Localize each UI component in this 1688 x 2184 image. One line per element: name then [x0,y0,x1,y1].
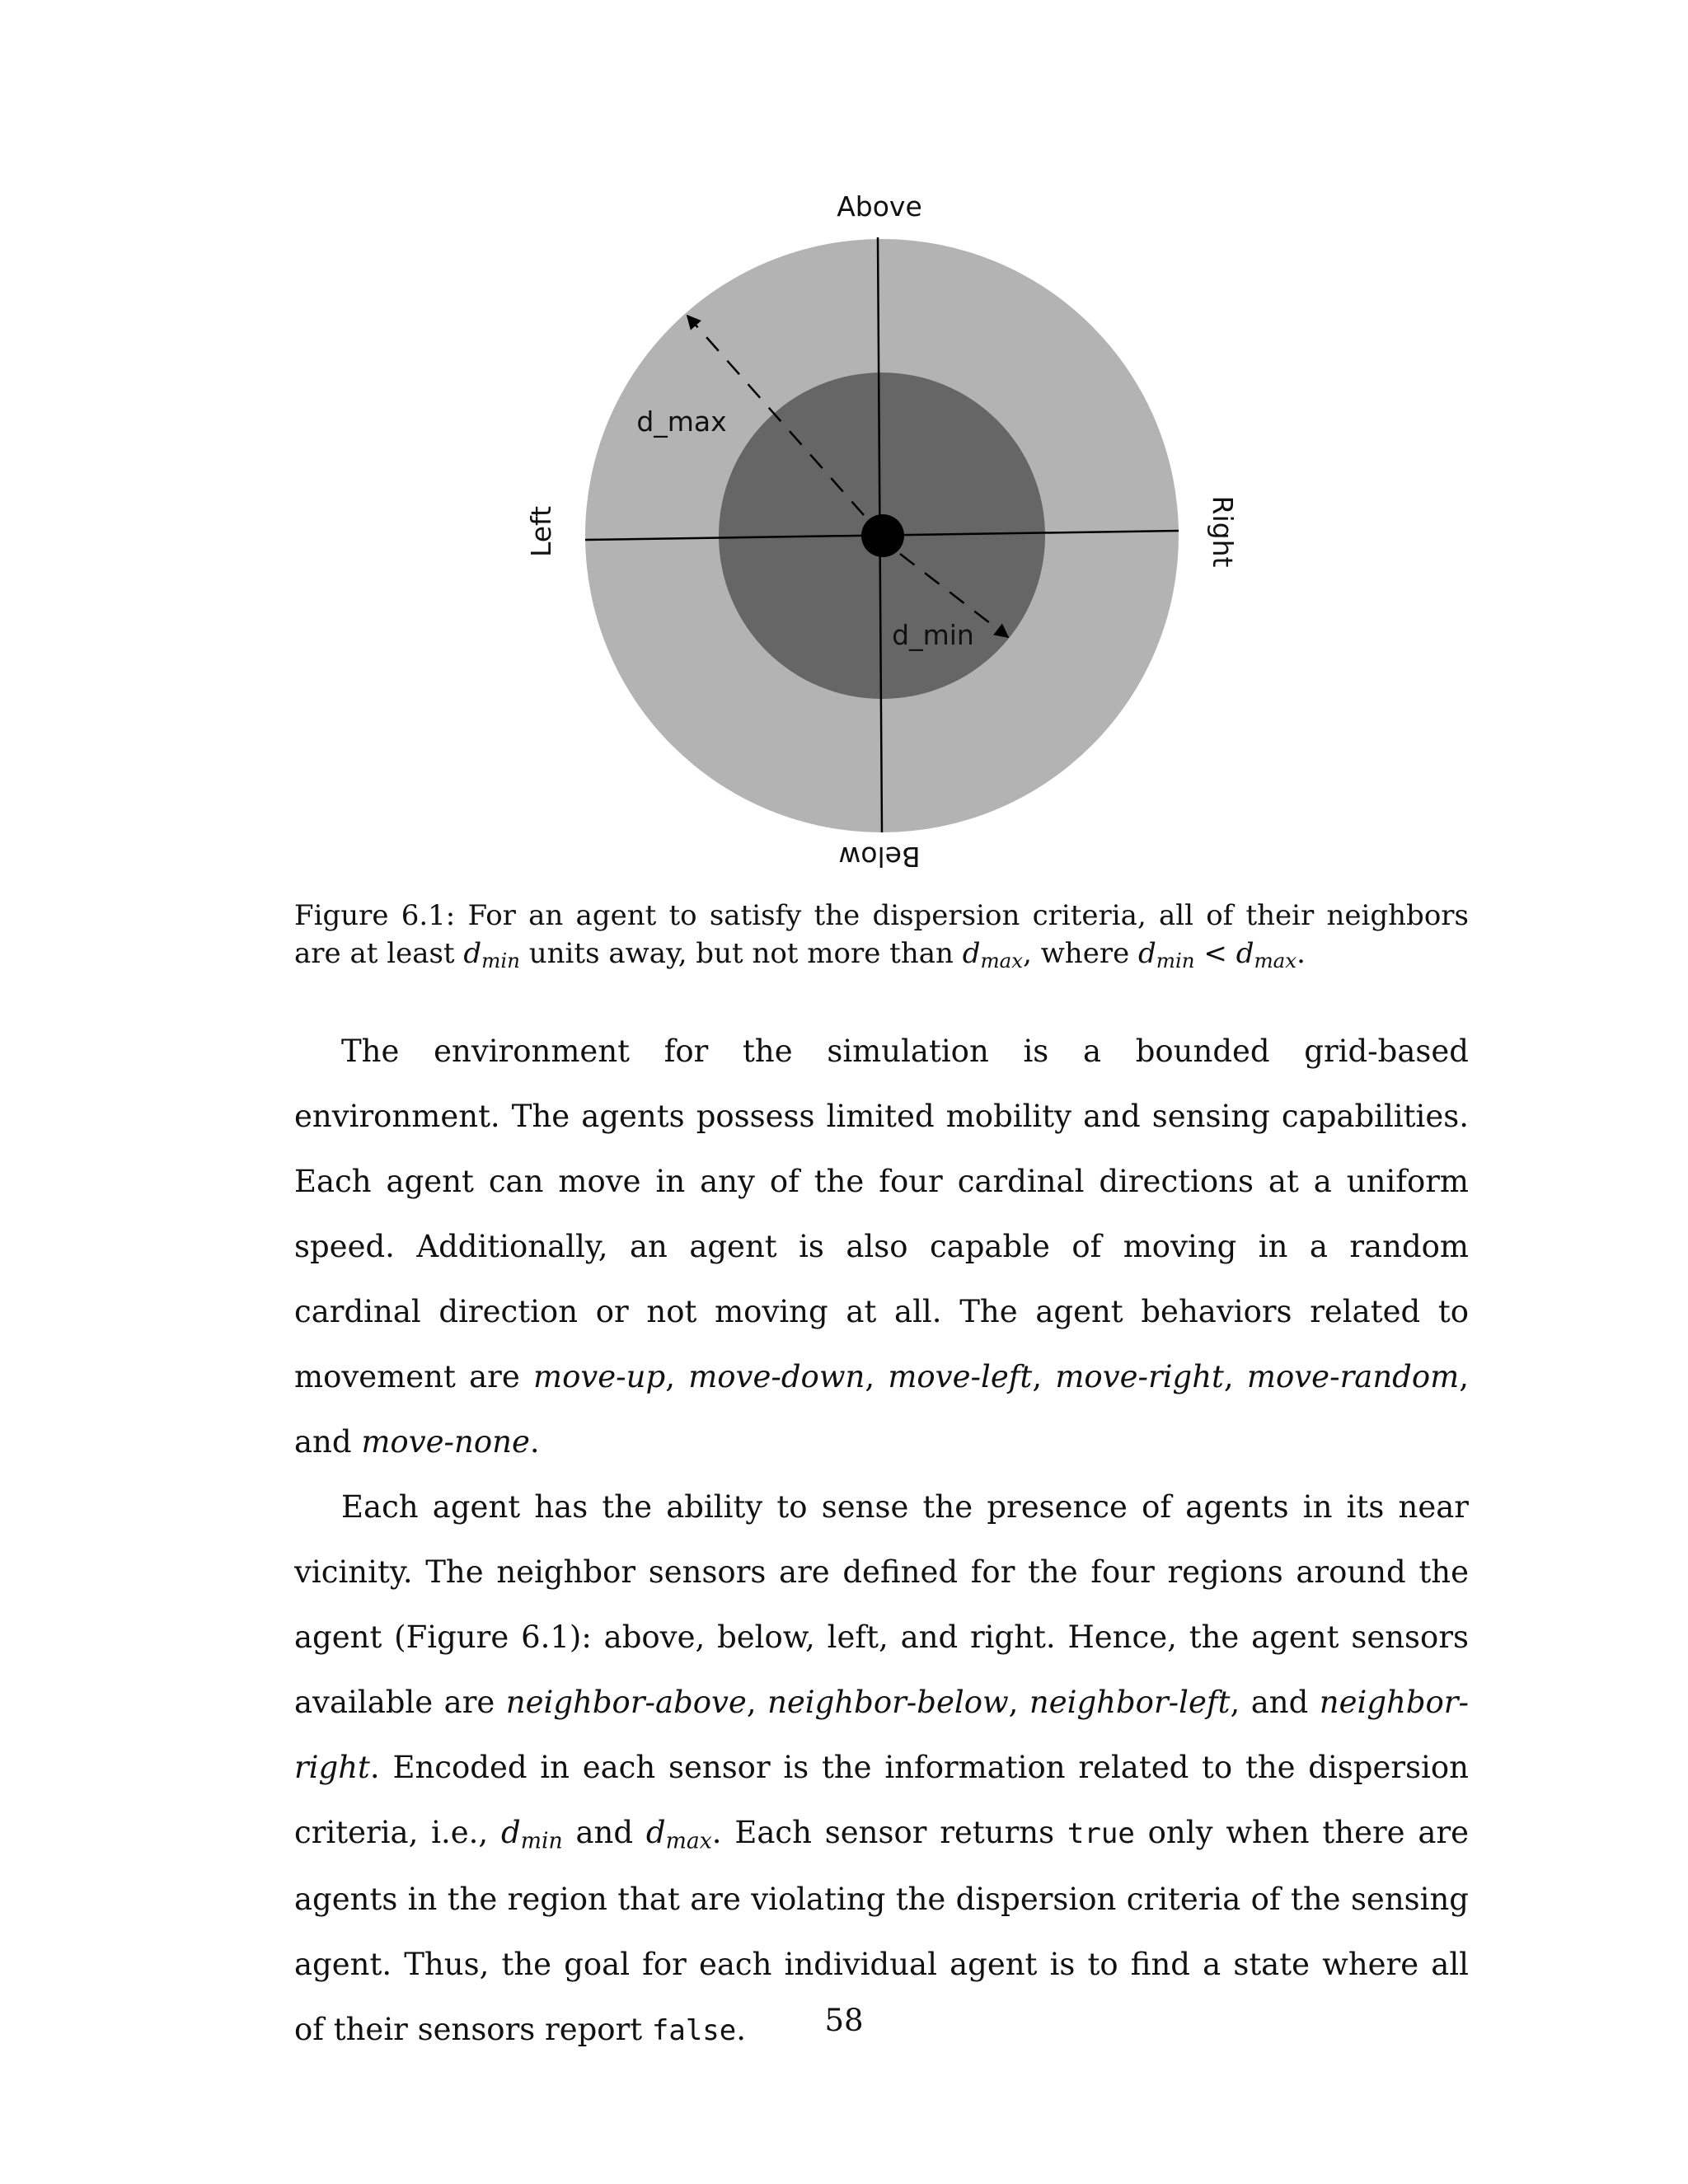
behavior-move-down: move-down [688,1359,865,1394]
caption-lt: < [1203,937,1227,970]
label-left: Left [525,505,557,558]
math-base: d [1236,937,1254,970]
body-text [294,1019,1469,2064]
caption-period: . [1296,937,1306,970]
sensor-neighbor-left: neighbor-left [1029,1685,1231,1720]
behavior-move-none: move-none [361,1424,530,1460]
label-d-min: d_min [892,619,974,651]
sensor-neighbor-right: neighbor-right [294,1685,1469,1785]
caption-d-max-2 [1236,937,1297,973]
agent-dot [861,514,904,557]
p2-d-max [645,1815,712,1854]
code-true: true [1067,1817,1135,1850]
figure-caption [294,897,1469,972]
label-above: Above [837,190,922,223]
caption-d-max-1 [962,937,1024,973]
math-base: d [1138,937,1156,970]
math-sub: max [1254,949,1297,973]
caption-text-1: For an agent to satisfy the dispersion criteria, all of their neighbors are at least [294,899,1469,970]
paragraph-1: The environment for the simulation is a bounded grid-based environment. The agents possess limited mobility and sensing capabilities. Each agent can move in any of the four cardinal directions at a uniform speed. Additionally, an agent is also capable of moving in a random cardinal direction or not moving at all. The agent behaviors related to movement are move-up, move-down, move-left, move-right, move-random, and move-none. [294,1033,1469,1460]
behavior-move-up: move-up [533,1359,666,1394]
p1-sentence: The environment for the simulation is a bounded grid-based environment. The agents possess limited mobility and sensing capabilities. Each agent can move in any of the four cardinal directions at a uniform speed. Additionally, an agent is also capable of moving in a random cardinal direction or not moving at all. The agent behaviors related to movement are [294,1033,1469,1394]
caption-d-min-2 [1138,937,1195,973]
dispersion-diagram [495,181,1269,890]
math-sub: min [1156,949,1195,973]
math-sub: min [520,1828,563,1854]
math-sub: max [980,949,1024,973]
p2-math-and: and [575,1815,634,1850]
label-right: Right [1207,495,1239,568]
sensor-neighbor-above: neighbor-above [505,1685,747,1720]
behavior-move-right: move-right [1055,1359,1224,1394]
label-d-max: d_max [636,405,727,438]
behavior-move-left: move-left [888,1359,1033,1394]
caption-text-2: units away, but not more than [528,937,954,970]
sensor-neighbor-below: neighbor-below [767,1685,1009,1720]
math-base: d [645,1815,666,1850]
p2-sentence-1: Each agent has the ability to sense the presence of agents in its near vicinity. The neighbor sensors are defined for the four regions around the agent (Figure 6.1): above, below, left, and right. Hence, the agent sensors available are [294,1489,1469,1720]
math-base: d [962,937,981,970]
math-sub: max [665,1828,712,1854]
p2-sentence-3: . Each sensor returns [711,1815,1055,1850]
math-base: d [501,1815,521,1850]
p2-and: and [1250,1685,1309,1720]
caption-text-3: , where [1023,937,1130,970]
label-below: Below [838,841,921,873]
p2-sentence-4: only when there are agents in the region that are violating the dispersion criteria of the sensing agent. Thus, the goal for each individual agent is to find a state where all of their sensors report [294,1815,1470,2047]
math-sub: min [481,949,520,973]
p2-d-min [501,1815,563,1854]
p2-sentence-2: Encoded in each sensor is the information related to the dispersion criteria, i.e., [294,1750,1470,1850]
p1-and: and [294,1424,352,1460]
dispersion-figure [495,181,1269,890]
behavior-move-random: move-random [1246,1359,1460,1394]
p2-end: . [736,2012,747,2047]
paragraph-2: Each agent has the ability to sense the presence of agents in its near vicinity. The neighbor sensors are defined for the four regions around the agent (Figure 6.1): above, below, left, and right. Hence, the agent sensors available are neighbor-above, neighbor-below, neighbor-left, and neighbor-right. Encoded in each sensor is the information related to the dispersion criteria, i.e., $d_{min}$ and $d_{max}$. Each sensor returns true only when there are agents in the region that are violating the dispersion criteria of the sensing agent. Thus, the goal for each individual agent is to find a state where all of their sensors report false. [294,1489,1470,2047]
caption-d-min-1 [463,937,520,973]
page-number: 58 [824,2003,864,2038]
code-false: false [651,2014,737,2047]
caption-label: Figure 6.1: [294,899,456,932]
math-base: d [463,937,482,970]
